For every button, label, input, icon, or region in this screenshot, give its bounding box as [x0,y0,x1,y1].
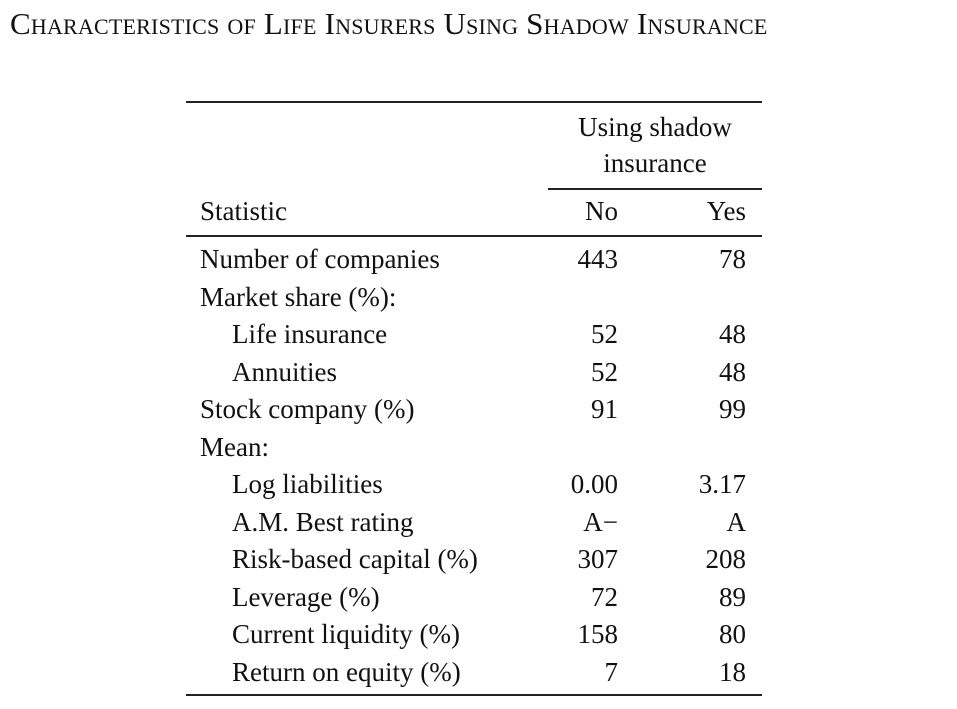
row-label: Mean: [200,431,269,462]
row-value-no: 72 [591,581,618,612]
top-rule [186,101,762,103]
table-row [186,466,762,504]
row-value-yes: 99 [719,394,746,424]
row-label: A.M. Best rating [232,506,414,537]
row-value-no: 158 [577,619,618,649]
column-header-statistic: Statistic [200,196,287,226]
row-label: Current liquidity (%) [232,619,460,649]
table-row [186,541,762,579]
table-title: Characteristics of Life Insurers Using Shadow Insurance [10,6,768,41]
row-value-yes: 48 [719,319,746,349]
row-value-yes: 208 [705,544,746,574]
row-value-yes: 18 [719,656,746,687]
row-label: Leverage (%) [232,581,380,612]
row-value-yes: A [726,506,746,537]
table-row [186,354,762,392]
table-body [186,241,762,691]
row-value-yes: 89 [719,581,746,612]
bottom-rule [186,694,762,696]
row-value-no: A− [583,506,618,537]
column-header-no: No [585,196,618,226]
group-header [548,109,762,181]
group-header-line-2: insurance [603,148,707,178]
group-rule [548,188,762,190]
column-header-yes: Yes [706,196,746,226]
row-value-no: 52 [591,319,618,349]
header-rule [186,235,762,237]
table-row [186,504,762,542]
row-value-no: 443 [577,244,618,274]
row-label: Market share (%): [200,281,397,312]
table-row [186,316,762,354]
table-row [186,616,762,654]
row-value-no: 52 [591,356,618,387]
table-row [186,654,762,692]
table-row [186,241,762,279]
row-value-no: 7 [604,656,618,687]
table-row [186,429,762,467]
row-label: Number of companies [200,244,440,274]
row-label: Return on equity (%) [232,656,461,687]
row-label: Log liabilities [232,469,383,499]
row-label: Risk-based capital (%) [232,544,478,574]
table-row [186,579,762,617]
row-value-no: 307 [577,544,618,574]
row-value-yes: 80 [719,619,746,649]
row-label: Stock company (%) [200,394,415,424]
row-value-yes: 78 [719,244,746,274]
row-value-yes: 3.17 [698,469,746,499]
table-row [186,391,762,429]
row-value-no: 0.00 [570,469,618,499]
row-label: Life insurance [232,319,388,349]
row-label: Annuities [232,356,337,387]
table-row [186,279,762,317]
group-header-line-1: Using shadow [578,112,732,142]
row-value-no: 91 [591,394,618,424]
row-value-yes: 48 [719,356,746,387]
